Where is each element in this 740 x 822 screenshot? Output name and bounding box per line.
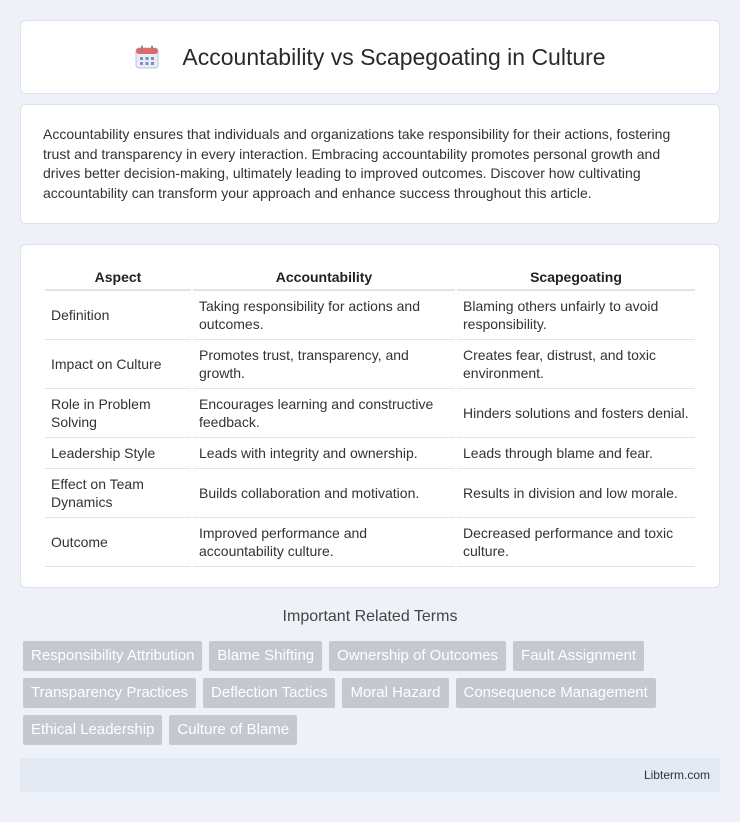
table-cell: Leadership Style	[45, 438, 191, 469]
table-cell: Decreased performance and toxic culture.	[457, 518, 695, 567]
related-terms-tags	[20, 641, 720, 745]
tag-responsibility-attribution[interactable]: Responsibility Attribution	[23, 641, 202, 671]
calendar-icon	[134, 44, 160, 70]
tag-fault-assignment[interactable]: Fault Assignment	[513, 641, 644, 671]
table-row	[45, 340, 695, 389]
table-cell: Leads with integrity and ownership.	[193, 438, 455, 469]
related-terms-title: Important Related Terms	[282, 608, 458, 625]
tag-culture-of-blame[interactable]: Culture of Blame	[169, 715, 297, 745]
table-row	[45, 291, 695, 340]
table-cell: Creates fear, distrust, and toxic environment.	[457, 340, 695, 389]
table-cell: Blaming others unfairly to avoid responsibility.	[457, 291, 695, 340]
table-header-row	[45, 265, 695, 291]
table-cell: Improved performance and accountability culture.	[193, 518, 455, 567]
table-cell: Encourages learning and constructive feedback.	[193, 389, 455, 438]
table-cell: Promotes trust, transparency, and growth.	[193, 340, 455, 389]
footer	[20, 758, 720, 792]
table-cell: Role in Problem Solving	[45, 389, 191, 438]
comparison-table	[43, 265, 697, 567]
tag-moral-hazard[interactable]: Moral Hazard	[342, 678, 448, 708]
table-cell: Taking responsibility for actions and outcomes.	[193, 291, 455, 340]
table-cell: Impact on Culture	[45, 340, 191, 389]
column-header-scapegoating: Scapegoating	[457, 265, 695, 291]
comparison-card	[20, 244, 720, 588]
table-cell: Hinders solutions and fosters denial.	[457, 389, 695, 438]
tag-consequence-management[interactable]: Consequence Management	[456, 678, 656, 708]
intro-text: Accountability ensures that individuals and organizations take responsibility for their actions, fostering trust and transparency in every interaction. Embracing accountability promotes personal growth and drives better decision-making, ultimately leading to improved outcomes. Discover how cultivating accountability can transform your approach and enhance success throughout this article.	[43, 126, 671, 201]
table-row	[45, 518, 695, 567]
related-terms-section	[20, 608, 720, 745]
intro-card	[20, 104, 720, 224]
table-row	[45, 438, 695, 469]
tag-deflection-tactics[interactable]: Deflection Tactics	[203, 678, 335, 708]
tag-ownership-of-outcomes[interactable]: Ownership of Outcomes	[329, 641, 506, 671]
tag-blame-shifting[interactable]: Blame Shifting	[209, 641, 322, 671]
tag-ethical-leadership[interactable]: Ethical Leadership	[23, 715, 162, 745]
table-cell: Outcome	[45, 518, 191, 567]
table-cell: Definition	[45, 291, 191, 340]
page-title: Accountability vs Scapegoating in Culture	[182, 43, 606, 70]
title-card	[20, 20, 720, 94]
column-header-aspect: Aspect	[45, 265, 191, 291]
table-cell: Leads through blame and fear.	[457, 438, 695, 469]
table-row	[45, 389, 695, 438]
tag-transparency-practices[interactable]: Transparency Practices	[23, 678, 196, 708]
table-cell: Results in division and low morale.	[457, 469, 695, 518]
column-header-accountability: Accountability	[193, 265, 455, 291]
table-row	[45, 469, 695, 518]
table-cell: Builds collaboration and motivation.	[193, 469, 455, 518]
footer-site-link[interactable]: Libterm.com	[643, 768, 710, 782]
table-cell: Effect on Team Dynamics	[45, 469, 191, 518]
